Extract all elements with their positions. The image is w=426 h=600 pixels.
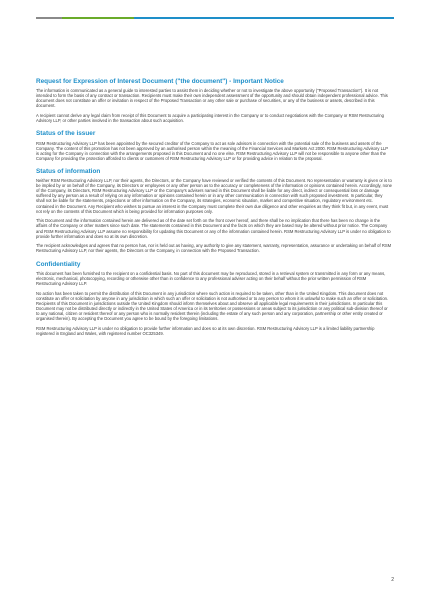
section-paragraph: RSM Restructuring Advisory LLP has been appointed by the secured creditor of the Company to act as sole advisors in connection with the potential sale of the business and assets of the Company. The content of this promotion has not been approved by an authorised person within the meaning of the Financial Services and Markets Act 2000. RSM Restructuring Advisory LLP is acting for the Company in connection with the arrangements proposed in this Document and no one else. RSM Restructuring Advisory LLP will not be responsible to anyone other than the Company for providing the protection afforded to clients or customers of RSM Restructuring Advisory LLP or for providing advice in relation to the proposal. (36, 140, 388, 161)
header-bar-green (62, 17, 134, 19)
document-body (36, 78, 392, 341)
section-paragraph: No action has been taken to permit the distribution of this Document in any jurisdiction where such action is required to be taken, other than in the United Kingdom. This document does not constitute an offer or solicitation by anyone in any jurisdiction in which such an offer or solicitation is not authorised or to any person to whom it is unlawful to make such an offer or solicitation. Recipients of this Document in jurisdictions outside the United Kingdom should inform themselves about and observe all applicable legal requirements in their jurisdictions. In particular this Document may not be distributed directly or indirectly in the United States of America or in its territories or possessions or areas subject to its jurisdiction or any political sub-division thereof or to any national, citizen or resident thereof or any person who is normally resident therein (including the estate of any such person and any corporation, partnership or other entity created or organised therein). By accepting the Document you agree to be bound by the foregoing limitations. (36, 290, 389, 322)
header-bar-grey (36, 17, 62, 19)
intro-paragraph-2: A recipient cannot derive any legal claim from receipt of this Document to acquire a participating interest in the Company or to conduct negotiations with the Company or RSM Restructuring Advisory LLP, or other parties involved in the transaction about such acquisition. (36, 113, 384, 124)
page-number: 2 (391, 577, 394, 583)
section-paragraph: The recipient acknowledges and agrees that no person has, nor is held out as having, any authority to give any statement, warranty, representation, assurance or undertaking on behalf of RSM Restructuring Advisory LLP, nor their agents, the Directors or the Company, in connection with the Proposed Transaction. (36, 243, 392, 254)
section-heading-status-of-issuer: Status of the issuer (36, 130, 96, 138)
section-paragraph: RSM Restructuring Advisory LLP is under no obligation to provide further information and does so at its own discretion. RSM Restructuring Advisory LLP is a limited liability partnership registered in England and Wales, with registered number OC325349. (36, 325, 375, 336)
section-heading-confidentiality: Confidentiality (36, 260, 81, 268)
section-heading-status-of-information: Status of information (36, 167, 101, 175)
section-paragraph: This document has been furnished to the recipient on a confidential basis. No part of this document may be reproduced, stored in a retrieval system or transmitted in any form or any means, electronic, mechanical, photocopying, recording or otherwise other than in confidence to any professional adviser acting on their behalf without the prior written permission of RSM Restructuring Advisory LLP. (36, 270, 386, 286)
section-paragraph: This Document and the information contained herein are delivered as of the date set forth on the front cover hereof, and there shall be no implication that there has been no change in the affairs of the Company or other matters since such date. The statements contained in this Document and the facts on which they are based may be altered without prior notice. The Company and RSM Restructuring Advisory LLP assume no responsibility for updating this Document or any of the information contained herein. RSM Restructuring Advisory LLP is under no obligation to provide further information and does so at its own discretion. (36, 218, 391, 239)
header-bar-blue (134, 17, 394, 19)
section-paragraph: Neither RSM Restructuring Advisory LLP, nor their agents, the Directors, or the Company have reviewed or verified the contents of this Document. No representation or warranty is given or is to be implied by or on behalf of the Company, its Directors or employees or any other person as to the accuracy or completeness of the information or opinions contained herein. Accordingly, none of the Company, its Directors, RSM Restructuring Advisory LLP or the Company's advisers named in this Document shall be liable for any direct, indirect or consequential loss or damage suffered by any person as a result of relying on any information or opinions contained herein or in any other communication in connection with such proposed investment. In particular, they shall not be liable for the statements, projections or other information on the Company, its strategies, economic situation, market and competitive situation, regulatory environment etc. contained in the Document. Any Recipient who wishes to pursue an interest in the Company must complete their own due diligence and other enquiries as they think fit but, in any event, must not rely on the contents of this Document which is being provided for information purposes only. (36, 178, 392, 214)
header-color-bars (36, 17, 394, 19)
intro-paragraph-1: The information is communicated as a general guide to interested parties to assist them in deciding whether or not to investigate the above opportunity ("Proposed Transaction"). It is not intended to form the basis of any contract or transaction. Recipients must make their own independent assessment of the opportunity and should obtain independent professional advice. This document does not constitute an offer or invitation in respect of the Proposed Transaction or any other sale or purchase of securities, or any of the business or assets, described in this document. (36, 88, 388, 109)
page-title: Request for Expression of Interest Document ("the document") - Important Notice (36, 78, 284, 85)
